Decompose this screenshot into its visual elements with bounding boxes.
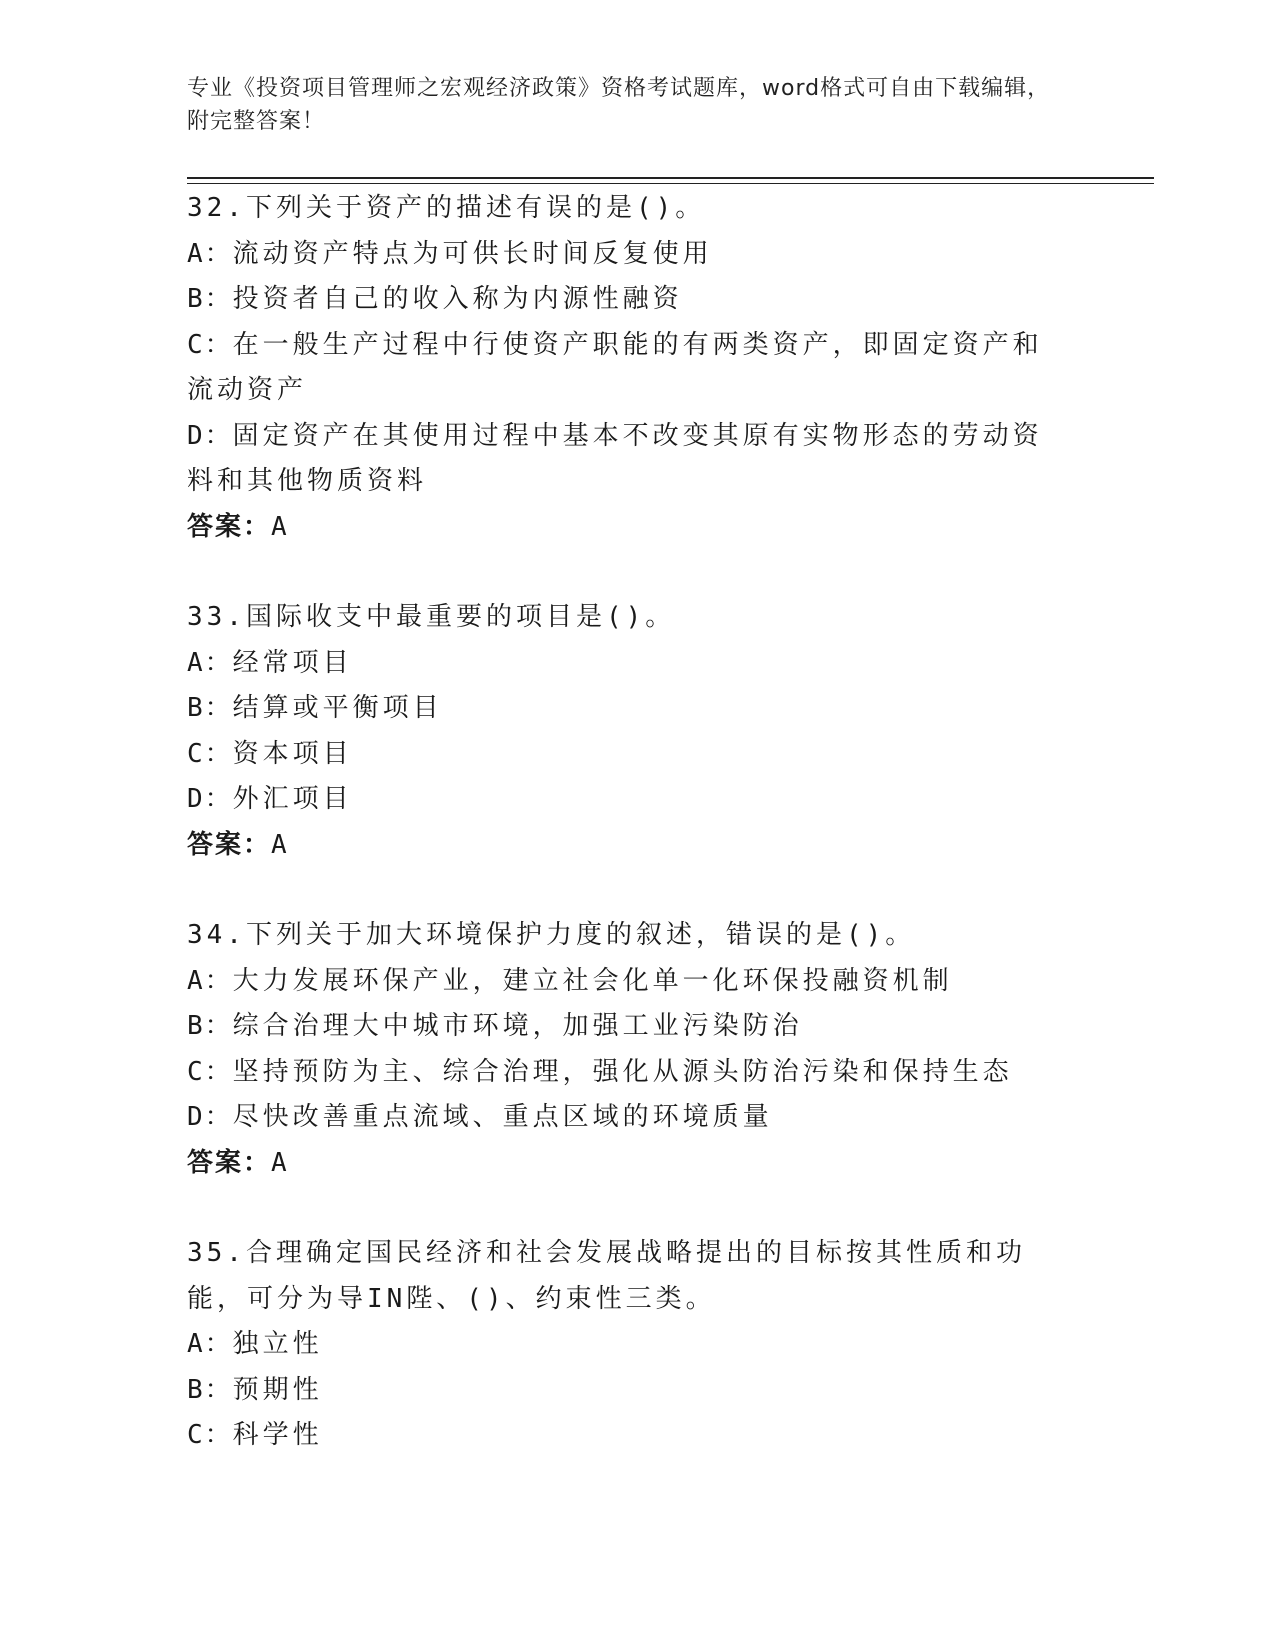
option-key: A： [187, 1329, 233, 1359]
option-key: C： [187, 1420, 233, 1450]
option-text: 结算或平衡项目 [232, 693, 443, 723]
answer-line [187, 823, 1067, 869]
option-key: A： [187, 647, 233, 678]
option-text: 预期性 [232, 1374, 323, 1405]
question-35 [187, 1231, 1067, 1459]
document-header: 专业《投资项目管理师之宏观经济政策》资格考试题库，word格式可自由下载编辑，附完整答案！ [187, 76, 1051, 134]
option-text: 大力发展环保产业，建立社会化单一化环保投融资机制 [232, 965, 953, 996]
option-a [187, 1322, 1067, 1368]
question-stem: 35.合理确定国民经济和社会发展战略提出的目标按其性质和功能，可分为导IN陛、()、约束性三类。 [187, 1238, 1026, 1314]
option-a [187, 959, 1067, 1005]
option-key: A： [187, 965, 233, 996]
option-b [187, 1004, 1067, 1050]
option-a [187, 641, 1067, 687]
option-text: 综合治理大中城市环境，加强工业污染防治 [232, 1011, 803, 1041]
option-key: D： [187, 420, 233, 451]
header-divider-thin [187, 183, 1154, 184]
option-key: C： [187, 329, 233, 360]
option-d [187, 414, 1067, 505]
question-stem: 32.下列关于资产的描述有误的是()。 [187, 193, 706, 223]
option-text: 外汇项目 [232, 784, 353, 814]
question-spacer [187, 550, 1067, 595]
option-a [187, 232, 1067, 278]
question-stem: 33.国际收支中最重要的项目是()。 [187, 602, 676, 632]
option-text: 固定资产在其使用过程中基本不改变其原有实物形态的劳动资料和其他物质资料 [187, 420, 1043, 496]
answer-label: 答案： [187, 829, 272, 860]
option-d [187, 777, 1067, 823]
option-text: 尽快改善重点流域、重点区域的环境质量 [232, 1102, 773, 1132]
option-text: 流动资产特点为可供长时间反复使用 [232, 238, 713, 269]
option-text: 科学性 [232, 1420, 323, 1450]
option-text: 资本项目 [232, 738, 353, 769]
option-key: B： [187, 693, 233, 723]
answer-value: A [271, 511, 289, 542]
option-b [187, 277, 1067, 323]
option-text: 坚持预防为主、综合治理，强化从源头防治污染和保持生态 [232, 1056, 1013, 1087]
answer-label: 答案： [187, 1147, 272, 1178]
question-32 [187, 186, 1067, 550]
question-stem: 34.下列关于加大环境保护力度的叙述，错误的是()。 [187, 920, 916, 950]
question-list [187, 186, 1067, 1459]
option-key: C： [187, 738, 233, 769]
option-c [187, 732, 1067, 778]
answer-line [187, 1141, 1067, 1187]
option-key: C： [187, 1056, 233, 1087]
option-key: B： [187, 1374, 233, 1405]
option-text: 独立性 [232, 1329, 323, 1359]
answer-label: 答案： [187, 511, 272, 542]
option-text: 投资者自己的收入称为内源性融资 [232, 284, 683, 314]
option-d [187, 1095, 1067, 1141]
answer-line [187, 505, 1067, 551]
question-33 [187, 595, 1067, 868]
question-spacer [187, 1186, 1067, 1231]
option-c [187, 1050, 1067, 1096]
option-key: A： [187, 238, 233, 269]
option-b [187, 686, 1067, 732]
option-key: D： [187, 784, 233, 814]
option-text: 经常项目 [232, 647, 353, 678]
option-b [187, 1368, 1067, 1414]
question-spacer [187, 868, 1067, 913]
option-c [187, 1413, 1067, 1459]
answer-value: A [271, 829, 289, 860]
option-c [187, 323, 1067, 414]
option-text: 在一般生产过程中行使资产职能的有两类资产，即固定资产和流动资产 [187, 329, 1043, 405]
question-34 [187, 913, 1067, 1186]
header-divider-thick [187, 177, 1154, 179]
option-key: D： [187, 1102, 233, 1132]
option-key: B： [187, 1011, 233, 1041]
answer-value: A [271, 1147, 289, 1178]
option-key: B： [187, 284, 233, 314]
